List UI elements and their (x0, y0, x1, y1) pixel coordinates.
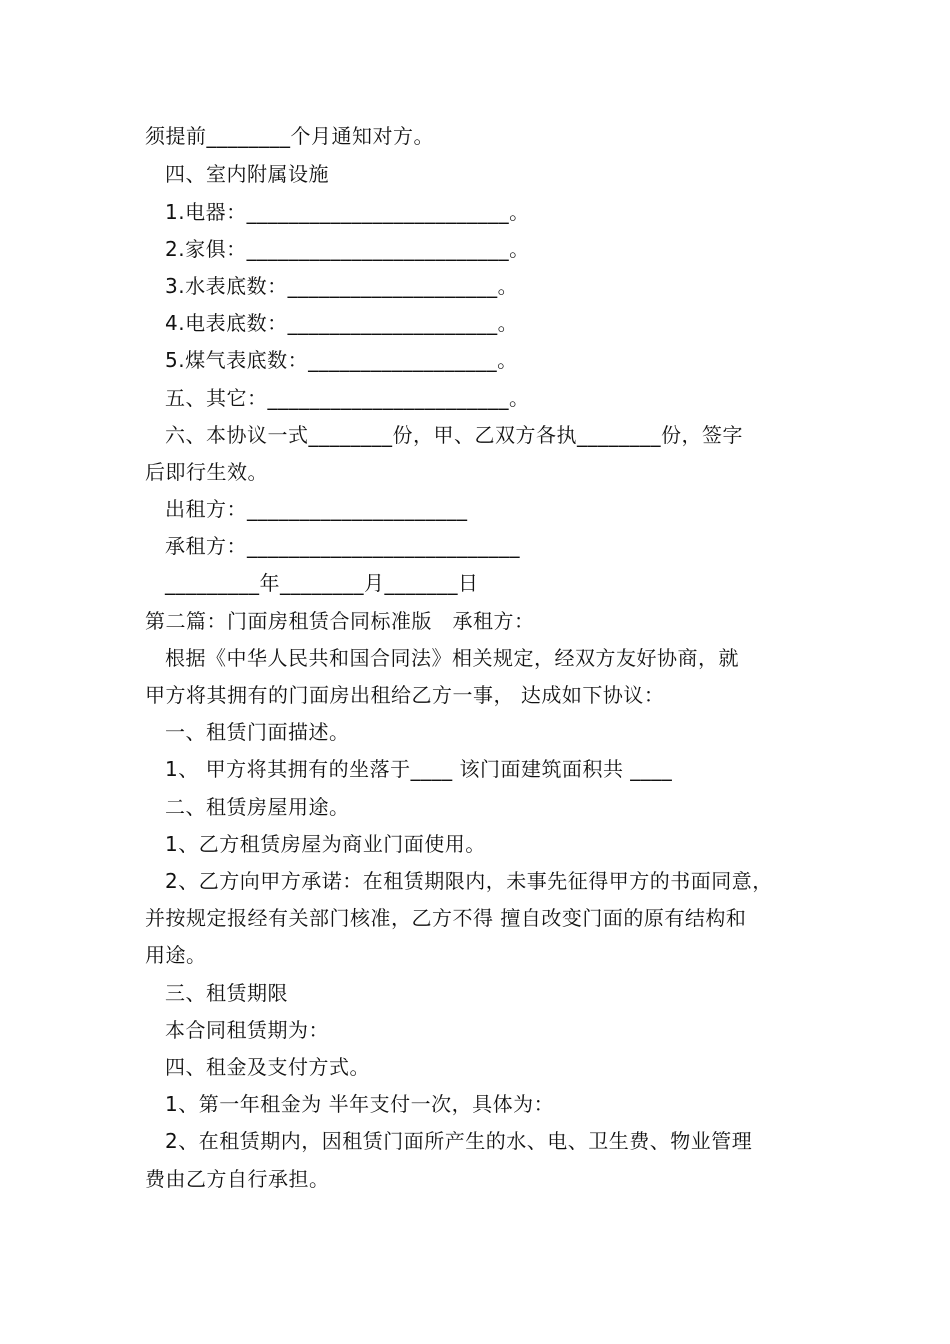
text-line: 1.电器：_________________________。 (165, 200, 530, 224)
text-line: 5.煤气表底数：__________________。 (165, 348, 518, 372)
text-line: 3.水表底数：____________________。 (165, 274, 519, 298)
paragraph-line: 根据《中华人民共和国合同法》相关规定，经双方友好协商，就 (165, 646, 739, 670)
paragraph-line: 2、乙方向甲方承诺：在租赁期限内，未事先征得甲方的书面同意， (165, 869, 773, 893)
section-heading: 二、租赁房屋用途。 (165, 795, 350, 819)
text-line: 1、第一年租金为 半年支付一次，具体为： (165, 1092, 555, 1116)
text-line: 1、 甲方将其拥有的坐落于____ 该门面建筑面积共 ____ (165, 757, 673, 781)
section-heading: 三、租赁期限 (165, 981, 288, 1005)
text-line: 后即行生效。 (145, 460, 268, 484)
section-heading: 五、其它：_______________________。 (165, 386, 530, 410)
section-heading: 一、租赁门面描述。 (165, 720, 350, 744)
text-line: 4.电表底数：____________________。 (165, 311, 519, 335)
paragraph-line: 用途。 (145, 943, 207, 967)
text-line: 本合同租赁期为： (165, 1018, 329, 1042)
section-heading: 四、室内附属设施 (165, 162, 329, 186)
date-line: _________年________月_______日 (165, 571, 479, 595)
text-line: 六、本协议一式________份，甲、乙双方各执________份，签字 (165, 423, 743, 447)
text-line: 1、乙方租赁房屋为商业门面使用。 (165, 832, 486, 856)
paragraph-line: 费由乙方自行承担。 (145, 1167, 330, 1191)
text-line: 2.家俱：_________________________。 (165, 237, 530, 261)
paragraph-line: 甲方将其拥有的门面房出租给乙方一事， 达成如下协议： (145, 683, 665, 707)
chapter-title: 第二篇：门面房租赁合同标准版 承租方： (145, 609, 535, 633)
paragraph-line: 并按规定报经有关部门核准，乙方不得 擅自改变门面的原有结构和 (145, 906, 747, 930)
text-line: 须提前________个月通知对方。 (145, 124, 434, 148)
signature-line: 承租方：__________________________ (165, 534, 520, 558)
paragraph-line: 2、在租赁期内，因租赁门面所产生的水、电、卫生费、物业管理 (165, 1129, 753, 1153)
signature-line: 出租方：_____________________ (165, 497, 468, 521)
section-heading: 四、租金及支付方式。 (165, 1055, 370, 1079)
